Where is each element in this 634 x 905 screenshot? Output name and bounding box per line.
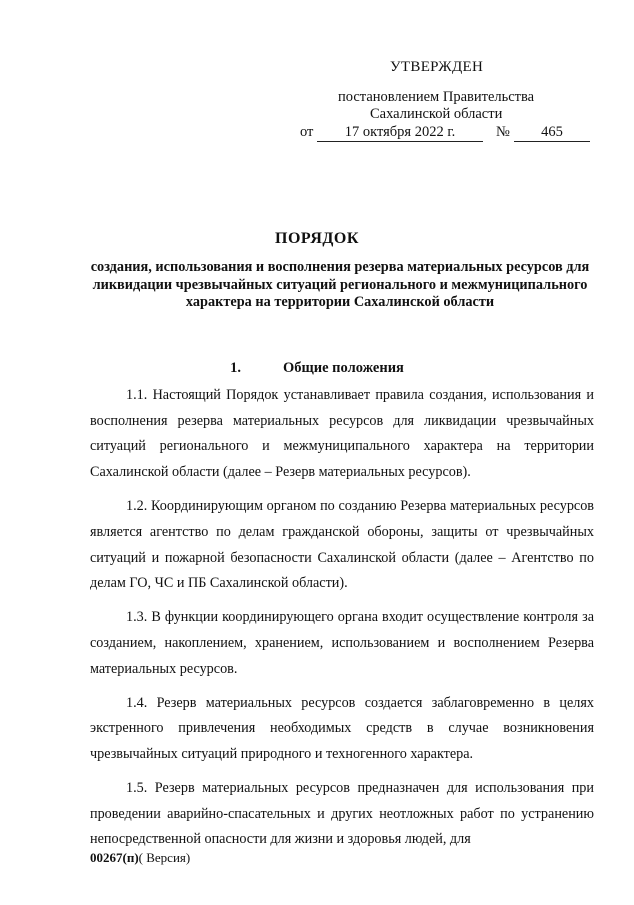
approval-date-row [290,123,590,143]
paragraph: 1.4. Резерв материальных ресурсов создается заблаговременно в целях экстренного привлечения необходимых средств в случае возникновения чрезвычайных ситуаций природного и техногенного характера. [90,694,594,763]
paragraph: 1.3. В функции координирующего органа входит осуществление контроля за созданием, накоплением, хранением, использованием и восполнением Резерва материальных ресурсов. [90,609,594,677]
document-title: ПОРЯДОК [275,230,359,247]
number-sign: № [496,124,510,140]
paragraph: 1.5. Резерв материальных ресурсов предназначен для использования при проведении аварийно-спасательных и других неотложных работ по устранению непосредственной опасности для жизни и здоровья людей, для [90,780,594,848]
footer [90,850,190,866]
footer-code: 00267(п) [90,850,139,865]
paragraph: 1.1. Настоящий Порядок устанавливает правила создания, использования и восполнения резерва материальных ресурсов для ликвидации чрезвычайных ситуаций регионального и межмуниципального характера на территории Сахалинской области (далее – Резерв материальных ресурсов). [90,387,594,481]
date-prefix: от [300,124,314,140]
approval-line-2: Сахалинской области [370,106,503,122]
approval-number: 465 [514,123,590,142]
paragraph: 1.2. Координирующим органом по созданию Резерва материальных ресурсов является агентство по делам гражданской обороны, защиты от чрезвычайных ситуаций и пожарной безопасности Сахалинской области (далее – Агентство по делам ГО, ЧС и ПБ Сахалинской области). [90,498,594,592]
approval-line-1: постановлением Правительства [338,89,535,105]
body-text [90,383,594,861]
approval-title: УТВЕРЖДЕН [390,59,484,75]
section-heading [0,360,634,377]
document-subtitle: создания, использования и восполнения резерва материальных ресурсов для ликвидации чрезвычайных ситуаций регионального и межмуниципального характера на территории Сахалинской области [90,259,590,310]
section-number: 1. [230,360,241,376]
approval-date: 17 октября 2022 г. [317,123,483,142]
footer-version: ( Версия) [138,850,191,865]
section-title: Общие положения [282,360,404,376]
